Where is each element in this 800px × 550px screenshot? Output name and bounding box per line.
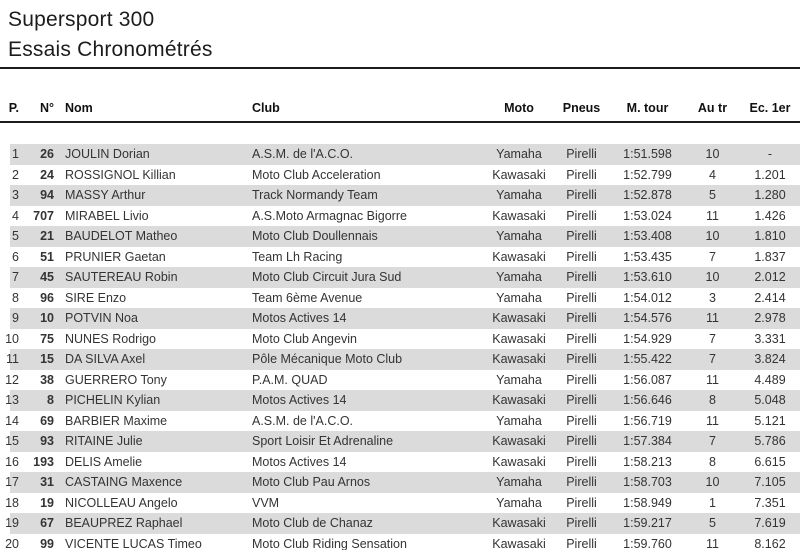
- cell-gap: 5.121: [754, 413, 786, 428]
- cell-name: GUERRERO Tony: [65, 372, 167, 387]
- cell-pos: 1: [12, 147, 19, 162]
- cell-num: 8: [47, 393, 54, 408]
- cell-pos: 10: [5, 331, 19, 346]
- result-row: [0, 411, 800, 432]
- cell-num: 24: [40, 167, 54, 182]
- cell-moto: Kawasaki: [492, 331, 546, 346]
- cell-name: MASSY Arthur: [65, 188, 146, 203]
- cell-club: Team Lh Racing: [252, 249, 343, 264]
- cell-club: A.S.Moto Armagnac Bigorre: [252, 208, 407, 223]
- cell-on-lap: 11: [706, 208, 719, 223]
- cell-on-lap: 7: [709, 331, 716, 346]
- result-row: [0, 288, 800, 309]
- cell-on-lap: 7: [709, 249, 716, 264]
- cell-pos: 3: [12, 188, 19, 203]
- cell-best-lap: 1:58.703: [623, 475, 672, 490]
- cell-on-lap: 10: [705, 147, 720, 162]
- result-row: [0, 370, 800, 391]
- cell-pos: 2: [12, 167, 19, 182]
- cell-gap: 1.837: [754, 249, 786, 264]
- col-header-position: P.: [0, 69, 25, 122]
- cell-name: ROSSIGNOL Killian: [65, 167, 176, 182]
- cell-name: BARBIER Maxime: [65, 413, 168, 428]
- cell-best-lap: 1:56.087: [623, 372, 672, 387]
- cell-pos: 7: [12, 270, 19, 285]
- cell-gap: 2.012: [754, 270, 786, 285]
- cell-on-lap: 10: [705, 229, 720, 244]
- cell-on-lap: 8: [709, 393, 716, 408]
- cell-on-lap: 7: [709, 434, 716, 449]
- cell-gap: 1.810: [754, 229, 786, 244]
- cell-moto: Yamaha: [496, 475, 542, 490]
- result-row: [0, 349, 800, 370]
- cell-num: 93: [40, 434, 54, 449]
- category-title: Supersport 300: [8, 8, 155, 31]
- cell-best-lap: 1:58.949: [623, 495, 672, 510]
- results-header: [0, 69, 800, 122]
- cell-club: Moto Club Riding Sensation: [252, 536, 407, 550]
- cell-name: SIRE Enzo: [65, 290, 127, 305]
- cell-best-lap: 1:55.422: [623, 352, 672, 367]
- cell-best-lap: 1:58.213: [623, 454, 672, 469]
- col-header-club: Club: [250, 69, 485, 122]
- cell-tyres: Pirelli: [566, 290, 597, 305]
- cell-club: Team 6ème Avenue: [252, 290, 363, 305]
- col-header-tyres: Pneus: [553, 69, 610, 122]
- cell-tyres: Pirelli: [566, 536, 597, 550]
- cell-num: 94: [40, 188, 54, 203]
- cell-num: 75: [40, 331, 54, 346]
- cell-club: Motos Actives 14: [252, 393, 347, 408]
- cell-gap: 3.331: [754, 331, 786, 346]
- header-row: [0, 69, 800, 122]
- cell-tyres: Pirelli: [566, 331, 597, 346]
- cell-tyres: Pirelli: [566, 249, 597, 264]
- cell-best-lap: 1:51.598: [623, 147, 672, 162]
- cell-name: NICOLLEAU Angelo: [65, 495, 178, 510]
- cell-club: Sport Loisir Et Adrenaline: [252, 434, 394, 449]
- cell-club: Track Normandy Team: [252, 188, 378, 203]
- cell-pos: 18: [5, 495, 19, 510]
- cell-pos: 5: [12, 229, 19, 244]
- sheet-header: [0, 0, 800, 65]
- result-row: [0, 534, 800, 550]
- cell-gap: 3.824: [754, 352, 786, 367]
- cell-tyres: Pirelli: [566, 454, 597, 469]
- cell-moto: Yamaha: [496, 229, 542, 244]
- cell-pos: 13: [5, 393, 19, 408]
- cell-on-lap: 11: [706, 413, 719, 428]
- result-row: [0, 247, 800, 268]
- cell-club: P.A.M. QUAD: [252, 372, 328, 387]
- cell-club: Motos Actives 14: [252, 311, 347, 326]
- result-row: [0, 472, 800, 493]
- cell-pos: 12: [5, 372, 19, 387]
- cell-tyres: Pirelli: [566, 413, 597, 428]
- cell-name: DELIS Amelie: [65, 454, 143, 469]
- cell-pos: 17: [5, 475, 19, 490]
- cell-pos: 8: [12, 290, 19, 305]
- result-row: [0, 431, 800, 452]
- cell-moto: Yamaha: [496, 147, 542, 162]
- cell-tyres: Pirelli: [566, 516, 597, 531]
- cell-num: 38: [40, 372, 54, 387]
- cell-best-lap: 1:53.408: [623, 229, 672, 244]
- cell-name: BEAUPREZ Raphael: [65, 516, 183, 531]
- cell-on-lap: 7: [709, 352, 716, 367]
- result-row: [0, 308, 800, 329]
- cell-club: A.S.M. de l'A.C.O.: [252, 413, 354, 428]
- cell-gap: 4.489: [754, 372, 786, 387]
- col-header-name: Nom: [57, 69, 250, 122]
- cell-on-lap: 8: [709, 454, 716, 469]
- cell-club: Moto Club Circuit Jura Sud: [252, 270, 402, 285]
- col-header-gap-first: Ec. 1er: [740, 69, 800, 122]
- cell-moto: Yamaha: [496, 495, 542, 510]
- cell-pos: 19: [5, 516, 19, 531]
- cell-club: A.S.M. de l'A.C.O.: [252, 147, 354, 162]
- cell-name: PRUNIER Gaetan: [65, 249, 166, 264]
- cell-best-lap: 1:56.719: [623, 413, 672, 428]
- cell-num: 67: [40, 516, 54, 531]
- cell-moto: Yamaha: [496, 413, 542, 428]
- cell-moto: Kawasaki: [492, 208, 546, 223]
- cell-tyres: Pirelli: [566, 495, 597, 510]
- cell-name: SAUTEREAU Robin: [65, 270, 178, 285]
- cell-club: Pôle Mécanique Moto Club: [252, 352, 403, 367]
- cell-gap: 1.280: [754, 188, 786, 203]
- result-row: [0, 493, 800, 514]
- cell-best-lap: 1:53.610: [623, 270, 672, 285]
- cell-gap: 8.162: [754, 536, 786, 550]
- cell-gap: -: [767, 147, 773, 162]
- cell-num: 69: [40, 413, 54, 428]
- cell-best-lap: 1:53.024: [623, 208, 672, 223]
- cell-tyres: Pirelli: [566, 167, 597, 182]
- cell-num: 707: [33, 208, 54, 223]
- cell-name: JOULIN Dorian: [65, 147, 150, 162]
- cell-best-lap: 1:59.217: [623, 516, 672, 531]
- cell-on-lap: 10: [705, 475, 720, 490]
- cell-tyres: Pirelli: [566, 229, 597, 244]
- cell-name: MIRABEL Livio: [65, 208, 149, 223]
- cell-tyres: Pirelli: [566, 434, 597, 449]
- cell-club: Motos Actives 14: [252, 454, 347, 469]
- cell-pos: 4: [12, 208, 19, 223]
- header-spacer-row: [0, 122, 800, 144]
- col-header-moto: Moto: [485, 69, 553, 122]
- cell-on-lap: 11: [706, 536, 719, 550]
- result-row: [0, 390, 800, 411]
- cell-club: Moto Club Pau Arnos: [252, 475, 371, 490]
- cell-club: Moto Club Acceleration: [252, 167, 381, 182]
- cell-moto: Yamaha: [496, 188, 542, 203]
- cell-gap: 1.426: [754, 208, 786, 223]
- cell-on-lap: 11: [706, 311, 719, 326]
- cell-club: Moto Club de Chanaz: [252, 516, 373, 531]
- cell-on-lap: 1: [709, 495, 716, 510]
- cell-moto: Kawasaki: [492, 454, 546, 469]
- cell-club: VVM: [252, 495, 280, 510]
- cell-moto: Yamaha: [496, 290, 542, 305]
- cell-tyres: Pirelli: [566, 188, 597, 203]
- cell-on-lap: 11: [706, 372, 719, 387]
- cell-on-lap: 10: [705, 270, 720, 285]
- cell-gap: 7.619: [754, 516, 786, 531]
- cell-pos: 11: [6, 352, 19, 367]
- cell-moto: Kawasaki: [492, 536, 546, 550]
- cell-best-lap: 1:54.576: [623, 311, 672, 326]
- cell-name: PICHELIN Kylian: [65, 393, 161, 408]
- cell-best-lap: 1:57.384: [623, 434, 672, 449]
- cell-num: 26: [40, 147, 54, 162]
- cell-moto: Kawasaki: [492, 352, 546, 367]
- cell-gap: 7.351: [754, 495, 786, 510]
- cell-moto: Kawasaki: [492, 434, 546, 449]
- cell-name: VICENTE LUCAS Timeo: [65, 536, 202, 550]
- cell-pos: 15: [5, 434, 19, 449]
- cell-tyres: Pirelli: [566, 393, 597, 408]
- cell-moto: Kawasaki: [492, 516, 546, 531]
- cell-num: 15: [40, 352, 54, 367]
- cell-tyres: Pirelli: [566, 270, 597, 285]
- results-body: [0, 122, 800, 550]
- cell-best-lap: 1:54.012: [623, 290, 672, 305]
- cell-num: 45: [40, 270, 54, 285]
- result-row: [0, 206, 800, 227]
- cell-num: 96: [40, 290, 54, 305]
- cell-tyres: Pirelli: [566, 147, 597, 162]
- cell-moto: Kawasaki: [492, 393, 546, 408]
- cell-best-lap: 1:54.929: [623, 331, 672, 346]
- cell-tyres: Pirelli: [566, 311, 597, 326]
- cell-name: BAUDELOT Matheo: [65, 229, 178, 244]
- result-row: [0, 144, 800, 165]
- result-row: [0, 452, 800, 473]
- cell-gap: 2.978: [754, 311, 786, 326]
- cell-pos: 14: [5, 413, 19, 428]
- cell-tyres: Pirelli: [566, 352, 597, 367]
- cell-pos: 6: [12, 249, 19, 264]
- session-subtitle: Essais Chronométrés: [8, 38, 213, 61]
- cell-pos: 20: [5, 536, 19, 550]
- cell-club: Moto Club Angevin: [252, 331, 357, 346]
- result-row: [0, 226, 800, 247]
- cell-best-lap: 1:59.760: [623, 536, 672, 550]
- cell-best-lap: 1:52.878: [623, 188, 672, 203]
- cell-best-lap: 1:53.435: [623, 249, 672, 264]
- result-row: [0, 513, 800, 534]
- cell-moto: Kawasaki: [492, 311, 546, 326]
- cell-gap: 6.615: [754, 454, 786, 469]
- cell-gap: 2.414: [754, 290, 786, 305]
- cell-tyres: Pirelli: [566, 372, 597, 387]
- cell-best-lap: 1:56.646: [623, 393, 672, 408]
- cell-name: NUNES Rodrigo: [65, 331, 157, 346]
- cell-gap: 7.105: [754, 475, 786, 490]
- cell-moto: Kawasaki: [492, 167, 546, 182]
- cell-moto: Kawasaki: [492, 249, 546, 264]
- cell-club: Moto Club Doullennais: [252, 229, 378, 244]
- cell-num: 51: [40, 249, 54, 264]
- cell-gap: 5.786: [754, 434, 786, 449]
- cell-on-lap: 5: [709, 188, 716, 203]
- cell-gap: 1.201: [754, 167, 786, 182]
- result-row: [0, 329, 800, 350]
- cell-on-lap: 4: [709, 167, 716, 182]
- cell-num: 31: [40, 475, 54, 490]
- cell-name: DA SILVA Axel: [65, 352, 146, 367]
- result-row: [0, 165, 800, 186]
- cell-num: 99: [40, 536, 54, 550]
- cell-num: 21: [40, 229, 54, 244]
- cell-num: 19: [40, 495, 54, 510]
- cell-num: 193: [33, 454, 54, 469]
- col-header-best-lap: M. tour: [610, 69, 685, 122]
- cell-tyres: Pirelli: [566, 475, 597, 490]
- cell-name: RITAINE Julie: [65, 434, 143, 449]
- col-header-on-lap: Au tr: [685, 69, 740, 122]
- cell-pos: 9: [12, 311, 19, 326]
- result-row: [0, 267, 800, 288]
- result-row: [0, 185, 800, 206]
- cell-moto: Yamaha: [496, 270, 542, 285]
- cell-best-lap: 1:52.799: [623, 167, 672, 182]
- cell-pos: 16: [5, 454, 19, 469]
- col-header-number: N°: [25, 69, 57, 122]
- cell-num: 10: [40, 311, 54, 326]
- results-table: [0, 69, 800, 550]
- cell-moto: Yamaha: [496, 372, 542, 387]
- cell-name: CASTAING Maxence: [65, 475, 183, 490]
- cell-gap: 5.048: [754, 393, 786, 408]
- cell-on-lap: 5: [709, 516, 716, 531]
- cell-tyres: Pirelli: [566, 208, 597, 223]
- cell-on-lap: 3: [709, 290, 716, 305]
- cell-name: POTVIN Noa: [65, 311, 138, 326]
